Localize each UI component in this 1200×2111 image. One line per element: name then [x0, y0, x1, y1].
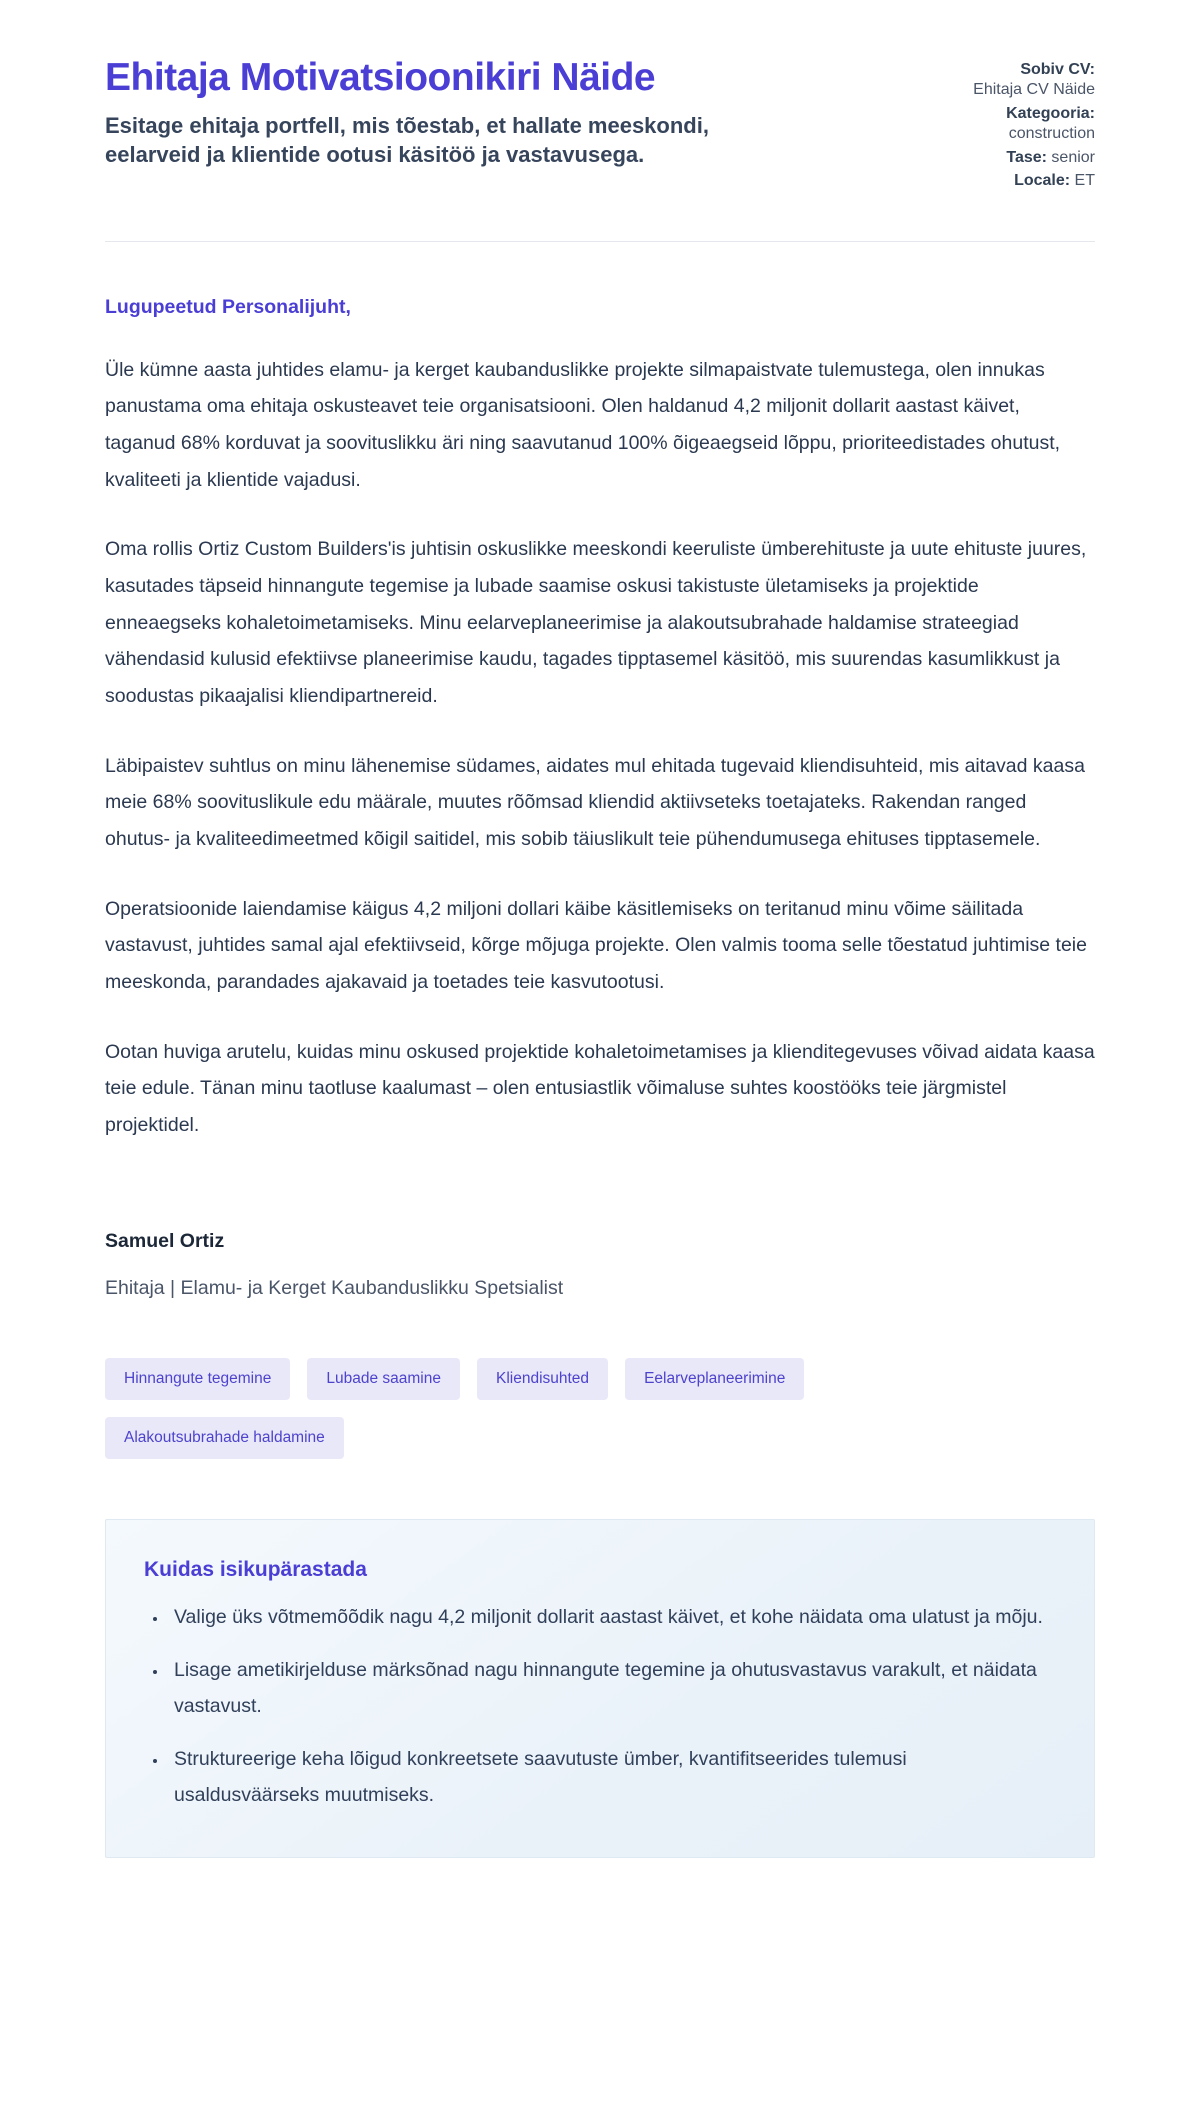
letter-paragraph: Läbipaistev suhtlus on minu lähenemise südames, aidates mul ehitada tugevaid kliendisuhteid, mis aitavad kaasa meie 68% soovituslikule edu määrale, muutes rõõmsad kliendid aktiivseteks toetajateks. Rakendan ranged ohutus- ja kvaliteedimeetmed kõigil saitidel, mis sobib täiuslikult teie pühendumusega ehituses tipptasemele. — [105, 754, 1085, 851]
skill-tag: Alakoutsubrahade haldamine — [105, 1417, 344, 1459]
letter-paragraph: Oma rollis Ortiz Custom Builders'is juhtisin oskuslikke meeskondi keeruliste ümberehituste ja uute ehituste juures, kasutades täpseid hinnangute tegemise ja lubade saamise oskusi takistuste ületamiseks ja projektide enneaegseks kohaletoimetamiseks. Minu eelarveplaneerimise ja alakoutsubrahade haldamise strateegiad vähendasid kulusid efektiivse planeerimise kaudu, tagades tipptasemel käsitöö, mis suurendas kasumlikkust ja soodustas pikaajalisi kliendipartnereid. — [105, 538, 1087, 708]
letter-paragraph: Operatsioonide laiendamise käigus 4,2 miljoni dollari käibe käsitlemiseks on teritanud minu võime säilitada vastavust, juhtides samal ajal efektiivseid, kõrge mõjuga projekte. Olen valmis tooma selle tõestatud juhtimise teie meeskonda, parandades ajakavaid ja toetades teie kasvutootusi. — [105, 897, 1087, 993]
signature-name: Samuel Ortiz — [105, 1229, 225, 1252]
letter-paragraph: Ootan huviga arutelu, kuidas minu oskused projektide kohaletoimetamises ja klienditegevuses võivad aidata kaasa teie edule. Tänan minu taotluse kaalumast – olen entusiastlik võimaluse suhtes koostööks teie järgmistel projektidel. — [105, 1040, 1095, 1136]
meta-matching-cv — [960, 60, 1095, 101]
header-titles — [105, 56, 765, 169]
skill-tags — [105, 1358, 905, 1459]
cover-letter-page — [105, 0, 1095, 1922]
letter-greeting: Lugupeetud Personalijuht, — [105, 295, 351, 318]
tips-list — [144, 1599, 1054, 1813]
tip-item: • Valige üks võtmemõõdik nagu 4,2 miljonit dollarit aastast käivet, et kohe näidata oma ulatust ja mõju. — [168, 1599, 1054, 1635]
page-header — [105, 56, 1095, 195]
tips-title: Kuidas isikupärastada — [144, 1557, 367, 1581]
personalization-tips-box — [105, 1519, 1095, 1858]
meta-locale-value: ET — [1074, 172, 1095, 190]
meta-category-value: construction — [1008, 125, 1095, 143]
page-subtitle: Esitage ehitaja portfell, mis tõestab, et hallate meeskondi, eelarveid ja klientide ootusi käsitöö ja vastavusega. — [105, 112, 709, 167]
meta-category — [960, 104, 1095, 145]
meta-category-label: Kategooria: — [1006, 104, 1095, 122]
meta-locale-label: Locale: — [1014, 172, 1071, 190]
skill-tag: Kliendisuhted — [477, 1358, 608, 1400]
tip-item: • Lisage ametikirjelduse märksõnad nagu hinnangute tegemine ja ohutusvastavus varakult, et näidata vastavust. — [168, 1652, 1054, 1724]
meta-matching-cv-value: Ehitaja CV Näide — [973, 81, 1095, 99]
skill-tag: Eelarveplaneerimine — [625, 1358, 804, 1400]
meta-matching-cv-label: Sobiv CV: — [1020, 61, 1095, 78]
letter-body — [105, 296, 1095, 1858]
meta-level-label: Tase: — [1006, 148, 1047, 166]
page-title: Ehitaja Motivatsioonikiri Näide — [105, 56, 656, 99]
meta-level-value: senior — [1051, 148, 1095, 166]
tip-item: • Struktureerige keha lõigud konkreetsete saavutuste ümber, kvantifitseerides tulemusi usaldusväärseks muutmiseks. — [168, 1741, 1054, 1813]
meta-panel — [960, 56, 1095, 195]
meta-level — [960, 148, 1095, 168]
skill-tag: Lubade saamine — [307, 1358, 460, 1400]
meta-locale — [960, 171, 1095, 191]
letter-paragraph: Üle kümne aasta juhtides elamu- ja kerget kaubanduslikke projekte silmapaistvate tulemustega, olen innukas panustama oma ehitaja oskusteavet teie organisatsiooni. Olen haldanud 4,2 miljonit dollarit aastast käivet, taganud 68% korduvat ja soovituslikku äri ning saavutanud 100% õigeaegseid lõppu, prioriteedistades ohutust, kvaliteeti ja klientide vajadusi. — [105, 358, 1061, 491]
signature-title: Ehitaja | Elamu- ja Kerget Kaubanduslikku Spetsialist — [105, 1276, 564, 1299]
skill-tag: Hinnangute tegemine — [105, 1358, 290, 1400]
header-divider — [105, 241, 1095, 242]
